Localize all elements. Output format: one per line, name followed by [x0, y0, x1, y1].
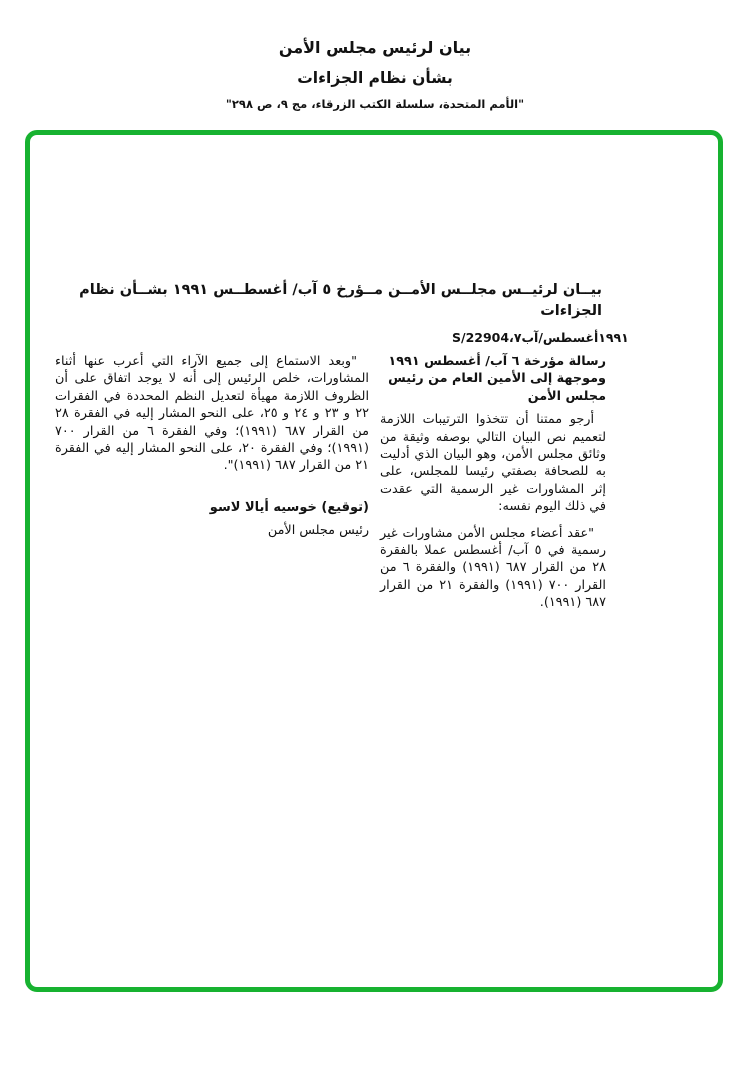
- statement-quote-paragraph-1: "عقد أعضاء مجلس الأمن مشاورات غير رسمية في ٥ آب/ أغسطس عملا بالفقرة ٢٨ من القرار ٦٨٧ (١٩٩١) والفقرة ٦ من القرار ٧٠٠ (١٩٩١) والفقرة ٢١ من القرار ٦٨٧ (١٩٩١).: [380, 525, 607, 611]
- date-day: ٧: [513, 330, 522, 345]
- column-right: [380, 353, 606, 612]
- document-title-line1: بيــان لرئيــس مجلــس الأمــن مــؤرخ ٥ آب/ أغسطــس ١٩٩١ بشــأن نظام: [79, 282, 602, 298]
- date-year: ١٩٩١: [598, 330, 629, 345]
- signature-block: [55, 499, 369, 540]
- document-frame: [25, 130, 723, 992]
- page-header: [0, 38, 750, 111]
- date-month-ab: آب/: [521, 330, 543, 345]
- document-title-line2: الجزاءات: [540, 303, 602, 319]
- letter-body-paragraph: أرجو ممتنا أن تتخذوا الترتيبات اللازمة لتعميم نص البيان التالي بوصفه وثيقة من وثائق مجلس الأمن، وهو البيان الذي أدليت به للصحافة بصفتي رئيسا للمجلس، على إثر المشاورات غير الرسمية التي عقدت في ذلك اليوم نفسه:: [380, 412, 606, 515]
- letter-heading: رسالة مؤرخة ٦ آب/ أغسطس ١٩٩١ وموجهة إلى الأمين العام من رئيس مجلس الأمن: [388, 354, 606, 404]
- header-source-citation: "الأمم المتحدة، سلسلة الكتب الزرقاء، مج ٩، ص ٢٩٨": [225, 97, 525, 111]
- column-left: [55, 353, 369, 540]
- signature-title: رئيس مجلس الأمن: [267, 523, 369, 539]
- document-symbol-date-line: [452, 330, 629, 345]
- header-title: بيان لرئيس مجلس الأمن: [278, 38, 472, 57]
- document-symbol: S/22904،: [452, 330, 514, 345]
- header-subtitle: بشأن نظام الجزاءات: [297, 69, 453, 87]
- date-month-august: أغسطس: [542, 330, 599, 345]
- signature-name: (توقيع) خوسيه أيالا لاسو: [209, 499, 369, 515]
- statement-quote-paragraph-2: "وبعد الاستماع إلى جميع الآراء التي أعرب عنها أثناء المشاورات، خلص الرئيس إلى أنه لا يوجد اتفاق على أن الظروف اللازمة مهيأة لتعديل النظم المحددة في الفقرات ٢٢ و ٢٣ و ٢٤ و ٢٥، على النحو المشار إليه في الفقرة ٢٨ من القرار ٦٨٧ (١٩٩١)؛ وفي الفقرة ٦ من القرار ٧٠٠ (١٩٩١)؛ وفي الفقرة ٢٠، على النحو المشار إليه في الفقرة ٢١ من القرار ٦٨٧ (١٩٩١)".: [55, 354, 369, 474]
